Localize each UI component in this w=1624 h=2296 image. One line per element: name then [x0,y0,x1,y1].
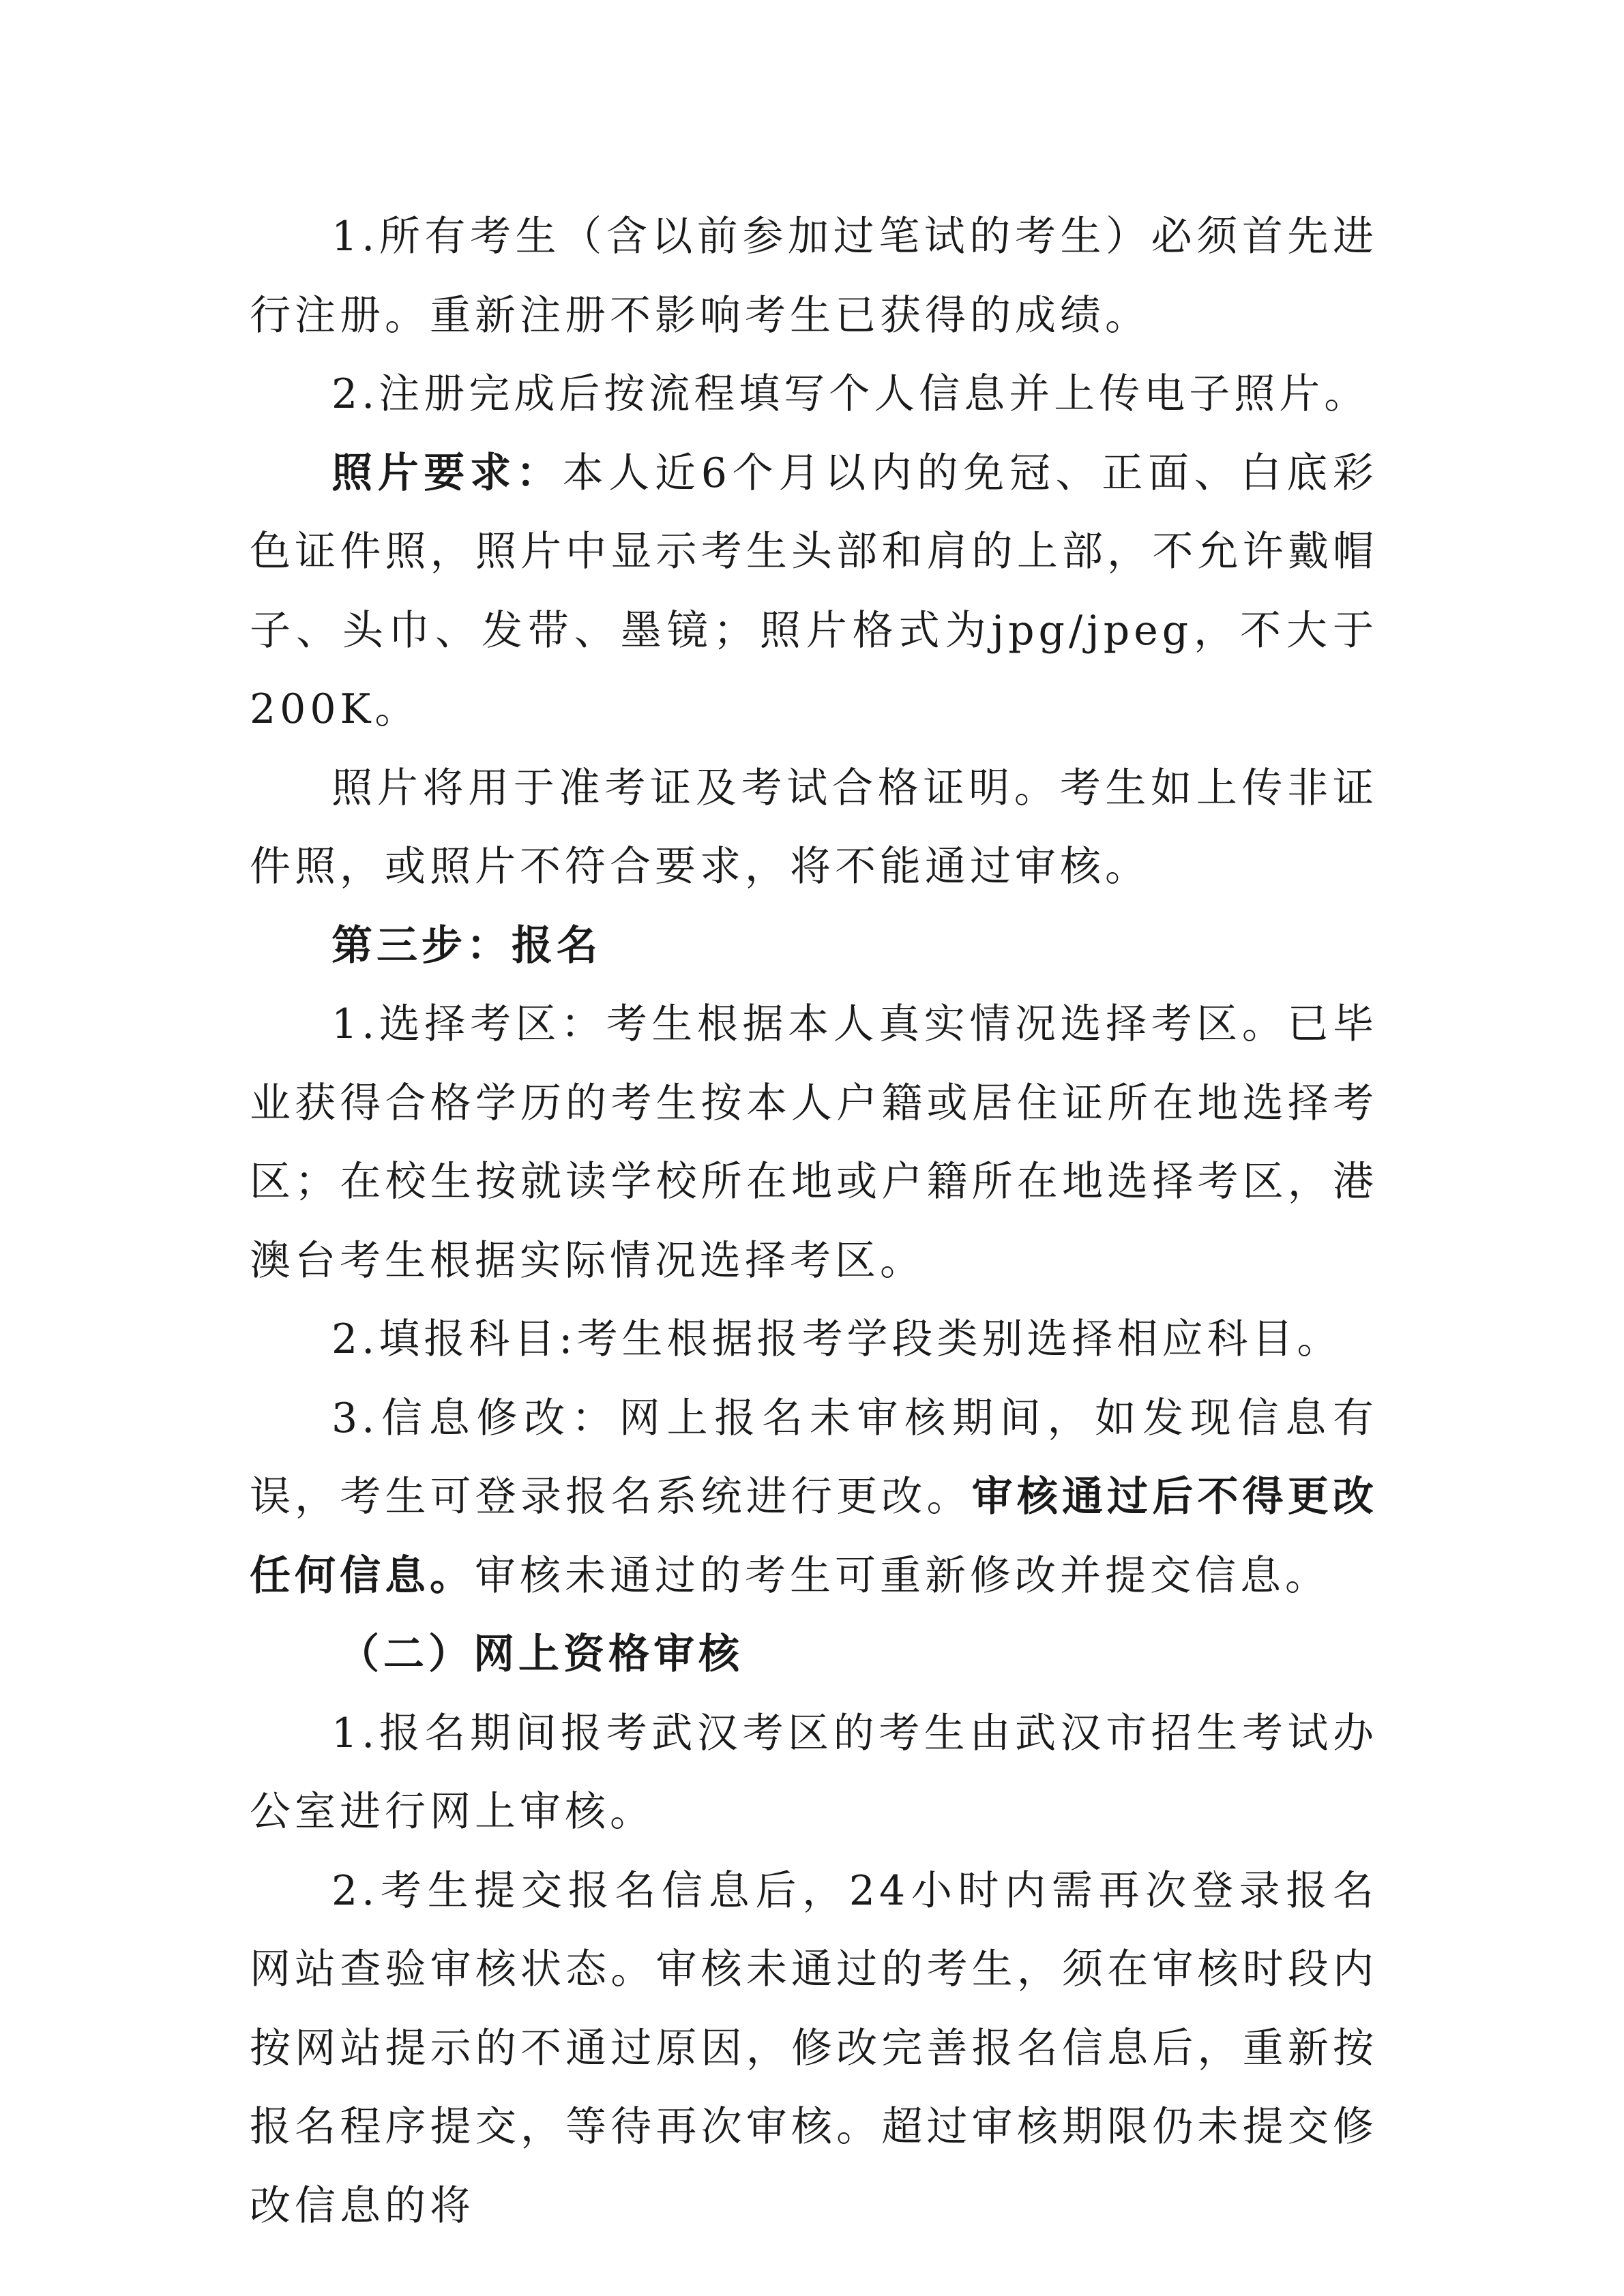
paragraph-photo-usage: 照片将用于准考证及考试合格证明。考生如上传非证件照，或照片不符合要求，将不能通过审核。 [250,764,1378,891]
info-modify-text: 3.信息修改：网上报名未审核期间，如发现信息有误，考生可登录报名系统进行更改。 [250,1394,1378,1521]
heading-online-review: （二）网上资格审核 [338,1630,743,1678]
paragraph-choose-subject: 2.填报科目:考生根据报考学段类别选择相应科目。 [331,1315,1342,1363]
paragraph-photo-requirements [250,434,1378,749]
paragraph-info-modify [250,1380,1378,1616]
info-modify-bold: 审核通过后不得更改任何信息。 [250,1473,1378,1600]
paragraph-choose-region: 1.选择考区：考生根据本人真实情况选择考区。已毕业获得合格学历的考生按本人户籍或居住证所在地选择考区；在校生按就读学校所在地或户籍所在地选择考区，港澳台考生根据实际情况选择考区。 [250,1000,1378,1285]
photo-requirements-label: 照片要求： [331,449,563,497]
heading-step-three: 第三步：报名 [331,921,602,970]
paragraph-registration: 1.所有考生（含以前参加过笔试的考生）必须首先进行注册。重新注册不影响考生已获得的成绩。 [250,213,1378,340]
paragraph-wuhan-review: 1.报名期间报考武汉考区的考生由武汉市招生考试办公室进行网上审核。 [250,1709,1378,1836]
document-page [250,198,1378,2246]
paragraph-review-status: 2.考生提交报名信息后，24小时内需再次登录报名网站查验审核状态。审核未通过的考生，须在审核时段内按网站提示的不通过原因，修改完善报名信息后，重新按报名程序提交，等待再次审核。超过审核期限仍未提交修改信息的将 [250,1866,1378,2230]
info-modify-tail: 审核未通过的考生可重新修改并提交信息。 [475,1551,1330,1600]
photo-requirements-text: 本人近6个月以内的免冠、正面、白底彩色证件照，照片中显示考生头部和肩的上部，不允许戴帽子、头巾、发带、墨镜；照片格式为jpg/jpeg，不大于200K。 [250,449,1378,733]
paragraph-fill-info: 2.注册完成后按流程填写个人信息并上传电子照片。 [331,370,1370,418]
